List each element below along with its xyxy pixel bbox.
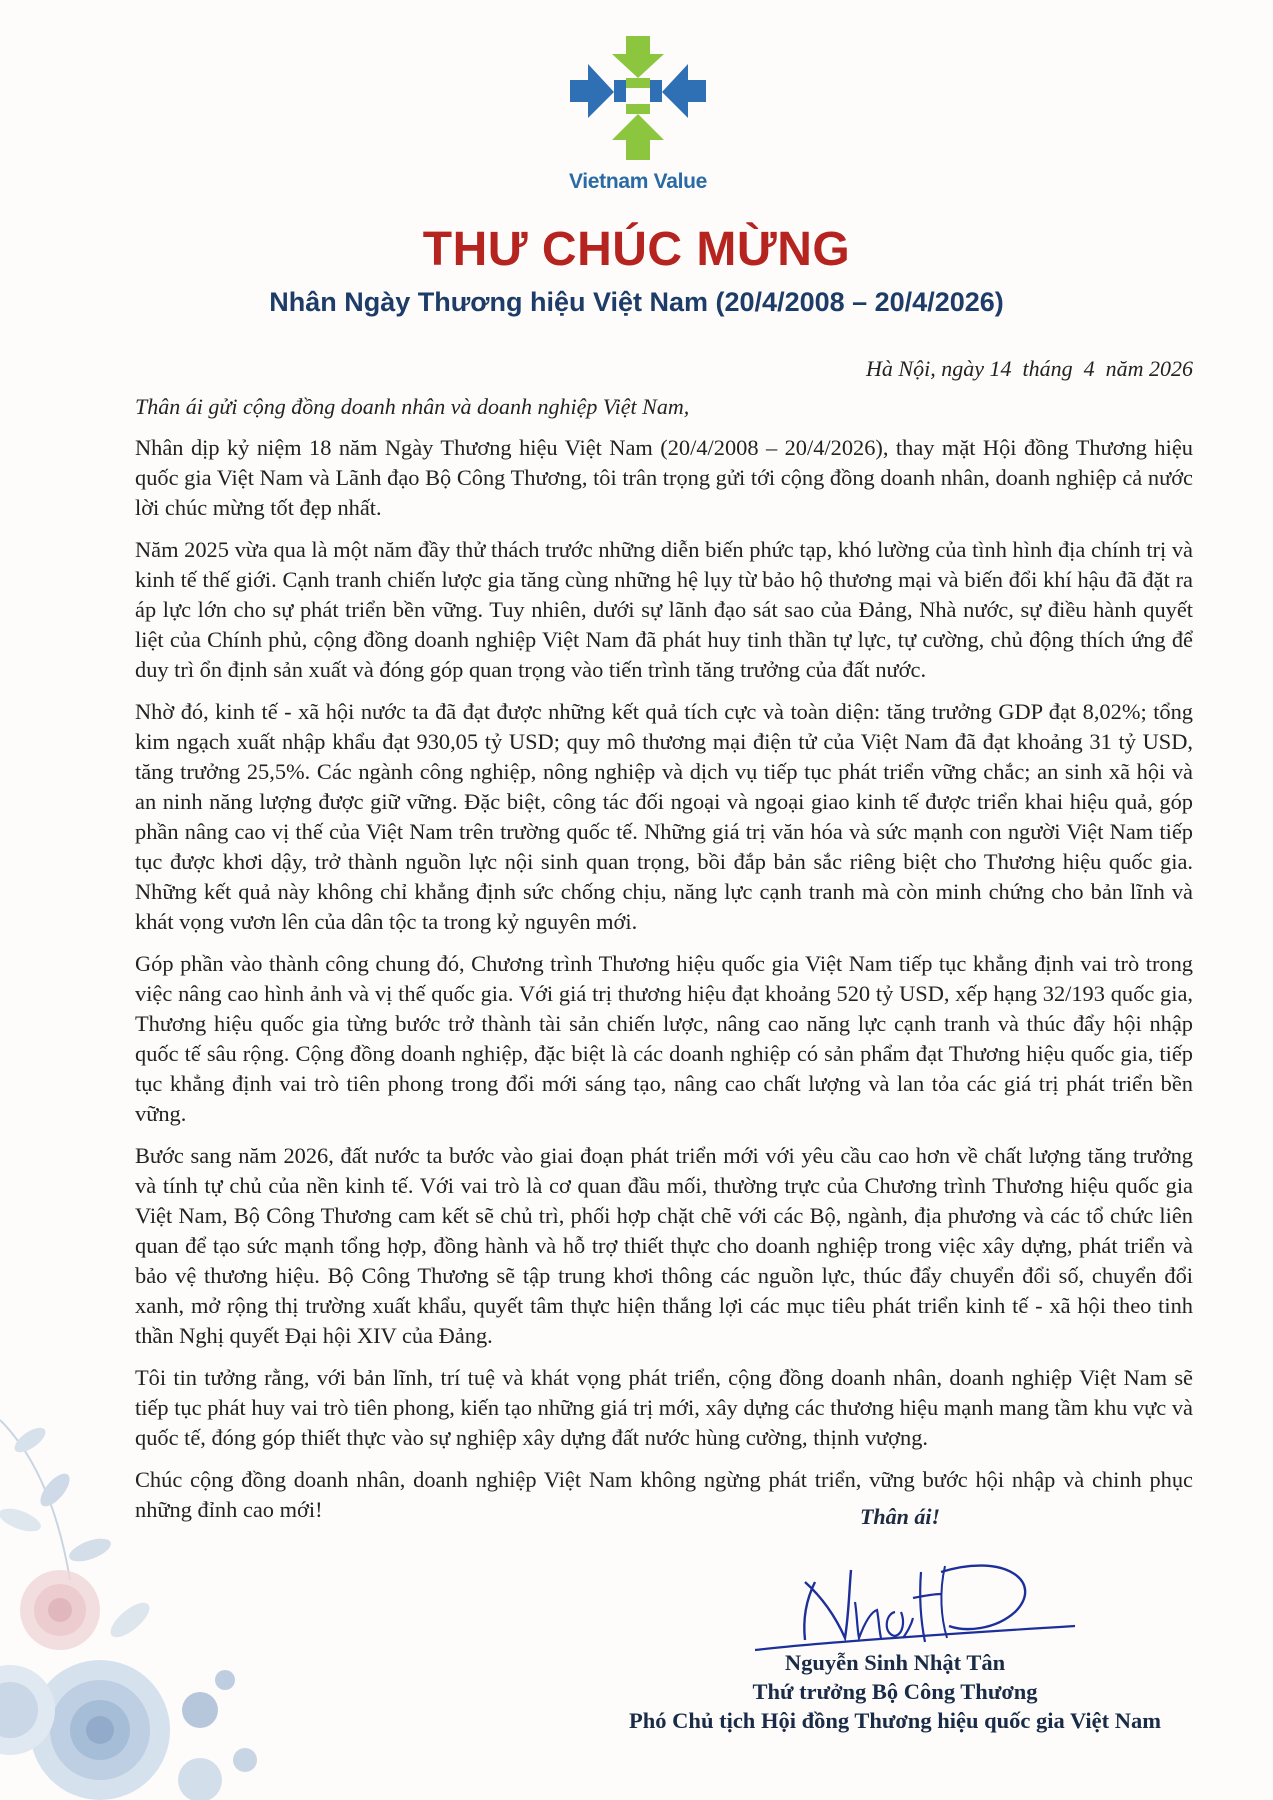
paragraph: Nhân dịp kỷ niệm 18 năm Ngày Thương hiệu Việt Nam (20/4/2008 – 20/4/2026), thay mặt Hội đồng Thương hiệu quốc gia Việt Nam và Lãnh đạo Bộ Công Thương, tôi trân trọng gửi tới cộng đồng doanh nhân, doanh nghiệp cả nước lời chúc mừng tốt đẹp nhất.: [135, 435, 1193, 520]
salutation: Thân ái gửi cộng đồng doanh nhân và doanh nghiệp Việt Nam,: [135, 394, 690, 419]
letter-title: THƯ CHÚC MỪNG: [422, 223, 851, 276]
handwritten-signature-icon: [745, 1542, 1095, 1660]
floral-decoration-icon: [0, 1380, 300, 1800]
letter-subtitle: Nhân Ngày Thương hiệu Việt Nam (20/4/2008 – 20/4/2026): [269, 287, 1004, 317]
brand-name: Vietnam Value: [568, 170, 708, 193]
signer-block: [580, 1648, 1210, 1735]
paragraph: Tôi tin tưởng rằng, với bản lĩnh, trí tuệ và khát vọng phát triển, cộng đồng doanh nhân, doanh nghiệp Việt Nam sẽ tiếp tục phát huy vai trò tiên phong, kiến tạo những giá trị mới, xây dựng các thương hiệu mạnh mang tầm khu vực và quốc tế, đóng góp thiết thực vào sự nghiệp xây dựng đất nước hùng cường, thịnh vượng.: [135, 1365, 1193, 1450]
signer-title: Thứ trưởng Bộ Công Thương: [752, 1679, 1038, 1704]
vietnam-value-logo-icon: [568, 34, 708, 162]
closing: Thân ái!: [859, 1504, 941, 1529]
signer-title: Phó Chủ tịch Hội đồng Thương hiệu quốc gia Việt Nam: [629, 1708, 1161, 1733]
paragraph: Năm 2025 vừa qua là một năm đầy thử thách trước những diễn biến phức tạp, khó lường của tình hình địa chính trị và kinh tế thế giới. Cạnh tranh chiến lược gia tăng cùng những hệ lụy từ bảo hộ thương mại và biến đổi khí hậu đã đặt ra áp lực lớn cho sự phát triển bền vững. Tuy nhiên, dưới sự lãnh đạo sát sao của Đảng, Nhà nước, sự điều hành quyết liệt của Chính phủ, cộng đồng doanh nghiệp Việt Nam đã phát huy tinh thần tự lực, tự cường, chủ động thích ứng để duy trì ổn định sản xuất và đóng góp quan trọng vào tiến trình tăng trưởng của đất nước.: [135, 537, 1193, 682]
paragraph: Chúc cộng đồng doanh nhân, doanh nghiệp Việt Nam không ngừng phát triển, vững bước hội nhập và chinh phục những đỉnh cao mới!: [135, 1467, 1193, 1522]
signer-name: Nguyễn Sinh Nhật Tân: [784, 1650, 1006, 1675]
letter-date: Hà Nội, ngày 14 tháng 4 năm 2026: [866, 356, 1193, 381]
letter-body: [135, 433, 1193, 1537]
paragraph: Bước sang năm 2026, đất nước ta bước vào giai đoạn phát triển mới với yêu cầu cao hơn về chất lượng tăng trưởng và tính tự chủ của nền kinh tế. Với vai trò là cơ quan đầu mối, thường trực của Chương trình Thương hiệu quốc gia Việt Nam, Bộ Công Thương cam kết sẽ chủ trì, phối hợp chặt chẽ với các Bộ, ngành, địa phương và các tổ chức liên quan để tạo sức mạnh tổng hợp, đồng hành và hỗ trợ thiết thực cho doanh nghiệp trong việc xây dựng, phát triển và bảo vệ thương hiệu. Bộ Công Thương sẽ tập trung khơi thông các nguồn lực, thúc đẩy chuyển đổi số, chuyển đổi xanh, mở rộng thị trường xuất khẩu, quyết tâm thực hiện thắng lợi các mục tiêu phát triển kinh tế - xã hội theo tinh thần Nghị quyết Đại hội XIV của Đảng.: [135, 1143, 1193, 1348]
paragraph: Nhờ đó, kinh tế - xã hội nước ta đã đạt được những kết quả tích cực và toàn diện: tăng trưởng GDP đạt 8,02%; tổng kim ngạch xuất nhập khẩu đạt 930,05 tỷ USD; quy mô thương mại điện tử của Việt Nam đã đạt khoảng 31 tỷ USD, tăng trưởng 25,5%. Các ngành công nghiệp, nông nghiệp và dịch vụ tiếp tục phát triển vững chắc; an sinh xã hội và an ninh năng lượng được giữ vững. Đặc biệt, công tác đối ngoại và ngoại giao kinh tế được triển khai hiệu quả, góp phần nâng cao vị thế của Việt Nam trên trường quốc tế. Những giá trị văn hóa và sức mạnh con người Việt Nam tiếp tục được khơi dậy, trở thành nguồn lực nội sinh quan trọng, bồi đắp bản sắc riêng biệt cho Thương hiệu quốc gia. Những kết quả này không chỉ khẳng định sức chống chịu, năng lực cạnh tranh mà còn minh chứng cho bản lĩnh và khát vọng vươn lên của dân tộc ta trong kỷ nguyên mới.: [135, 699, 1193, 934]
paragraph: Góp phần vào thành công chung đó, Chương trình Thương hiệu quốc gia Việt Nam tiếp tục khẳng định vai trò trong việc nâng cao hình ảnh và vị thế quốc gia. Với giá trị thương hiệu đạt khoảng 520 tỷ USD, xếp hạng 32/193 quốc gia, Thương hiệu quốc gia từng bước trở thành tài sản chiến lược, nâng cao năng lực cạnh tranh và thúc đẩy hội nhập quốc tế sâu rộng. Cộng đồng doanh nghiệp, đặc biệt là các doanh nghiệp có sản phẩm đạt Thương hiệu quốc gia, tiếp tục khẳng định vai trò tiên phong trong đổi mới sáng tạo, nâng cao chất lượng và lan tỏa các giá trị phát triển bền vững.: [135, 951, 1193, 1126]
